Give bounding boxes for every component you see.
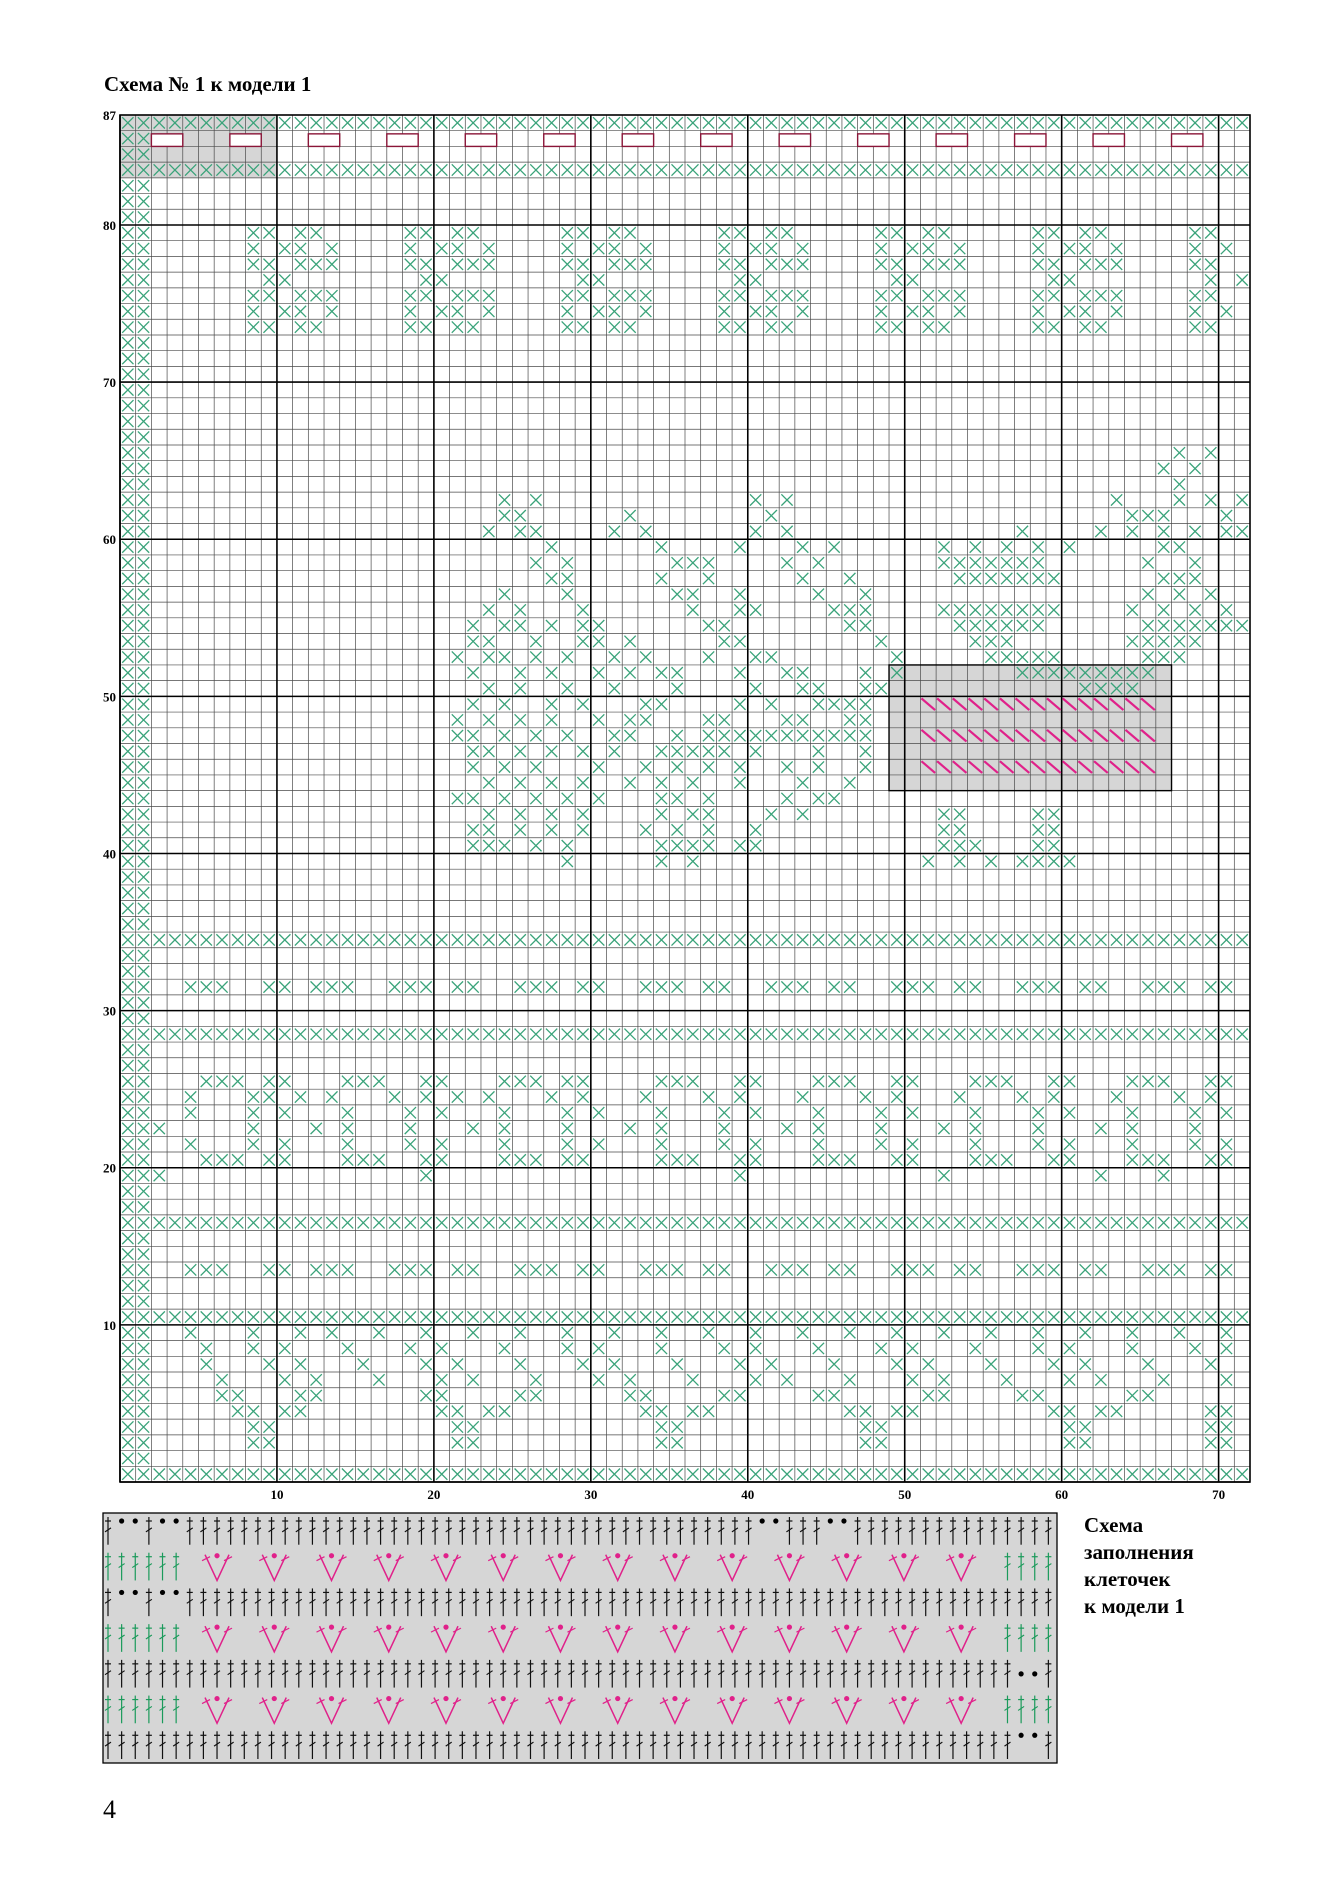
chart-title: Схема № 1 к модели 1	[104, 72, 312, 96]
chain-dot	[828, 1518, 833, 1523]
key-caption-line: Схема	[1084, 1513, 1144, 1537]
chain-dot	[133, 1518, 138, 1523]
v-stitch-dot	[443, 1625, 448, 1630]
chain-dot	[119, 1590, 124, 1595]
v-stitch-dot	[386, 1696, 391, 1701]
v-stitch-dot	[672, 1553, 677, 1558]
v-stitch-dot	[901, 1553, 906, 1558]
v-stitch-dot	[901, 1625, 906, 1630]
chain-dot	[160, 1518, 165, 1523]
chain-dot	[160, 1590, 165, 1595]
v-stitch-dot	[615, 1553, 620, 1558]
v-stitch-dot	[272, 1625, 277, 1630]
y-tick-label: 70	[103, 375, 116, 391]
x-tick-label: 30	[584, 1487, 598, 1502]
key-stitch-symbols	[103, 1513, 1057, 1763]
v-stitch-dot	[615, 1696, 620, 1701]
v-stitch-dot	[615, 1625, 620, 1630]
y-tick-label: 40	[103, 846, 116, 862]
chain-dot	[119, 1518, 124, 1523]
v-stitch-dot	[959, 1553, 964, 1558]
v-stitch-dot	[787, 1696, 792, 1701]
page-number: 4	[103, 1795, 116, 1824]
y-tick-label: 80	[103, 217, 116, 233]
v-stitch-dot	[443, 1696, 448, 1701]
v-stitch-dot	[844, 1553, 849, 1558]
key-caption-line: к модели 1	[1084, 1594, 1185, 1618]
y-tick-label: 60	[103, 532, 116, 548]
v-stitch-dot	[730, 1625, 735, 1630]
chain-dot	[760, 1518, 765, 1523]
v-stitch-dot	[501, 1625, 506, 1630]
v-stitch-dot	[844, 1625, 849, 1630]
v-stitch-dot	[329, 1625, 334, 1630]
v-stitch-dot	[558, 1625, 563, 1630]
x-tick-label: 60	[1055, 1487, 1069, 1502]
v-stitch-dot	[501, 1696, 506, 1701]
v-stitch-dot	[844, 1696, 849, 1701]
v-stitch-dot	[558, 1696, 563, 1701]
chain-dot	[841, 1518, 846, 1523]
v-stitch-dot	[386, 1553, 391, 1558]
y-tick-label: 10	[103, 1317, 116, 1333]
v-stitch-dot	[730, 1553, 735, 1558]
v-stitch-dot	[443, 1553, 448, 1558]
v-stitch-dot	[272, 1696, 277, 1701]
chain-dot	[174, 1590, 179, 1595]
key-caption-line: заполнения	[1084, 1540, 1194, 1564]
v-stitch-dot	[787, 1553, 792, 1558]
v-stitch-dot	[730, 1696, 735, 1701]
key-caption	[1084, 1512, 1264, 1620]
v-stitch-dot	[672, 1625, 677, 1630]
v-stitch-dot	[901, 1696, 906, 1701]
v-stitch-dot	[214, 1625, 219, 1630]
chain-dot	[1032, 1671, 1037, 1676]
key-background	[103, 1513, 1057, 1763]
y-tick-label: 30	[103, 1003, 116, 1019]
chain-dot	[133, 1590, 138, 1595]
v-stitch-dot	[272, 1553, 277, 1558]
y-tick-label: 50	[103, 689, 116, 705]
x-tick-label: 50	[898, 1487, 912, 1502]
v-stitch-dot	[329, 1696, 334, 1701]
key-caption-line: клеточек	[1084, 1567, 1171, 1591]
chain-dot	[1032, 1733, 1037, 1738]
x-tick-label: 40	[741, 1487, 755, 1502]
v-stitch-dot	[214, 1553, 219, 1558]
v-stitch-dot	[558, 1553, 563, 1558]
y-tick-label: 20	[103, 1160, 116, 1176]
chain-dot	[1019, 1733, 1024, 1738]
y-tick-label: 87	[103, 108, 116, 123]
x-tick-label: 20	[427, 1487, 441, 1502]
chain-dot	[1019, 1671, 1024, 1676]
v-stitch-dot	[501, 1553, 506, 1558]
v-stitch-dot	[214, 1696, 219, 1701]
v-stitch-dot	[959, 1625, 964, 1630]
chain-dot	[773, 1518, 778, 1523]
v-stitch-dot	[672, 1696, 677, 1701]
x-tick-label: 70	[1212, 1487, 1226, 1502]
chain-dot	[174, 1518, 179, 1523]
x-tick-label: 10	[270, 1487, 284, 1502]
v-stitch-dot	[386, 1625, 391, 1630]
v-stitch-dot	[959, 1696, 964, 1701]
v-stitch-dot	[329, 1553, 334, 1558]
v-stitch-dot	[787, 1625, 792, 1630]
